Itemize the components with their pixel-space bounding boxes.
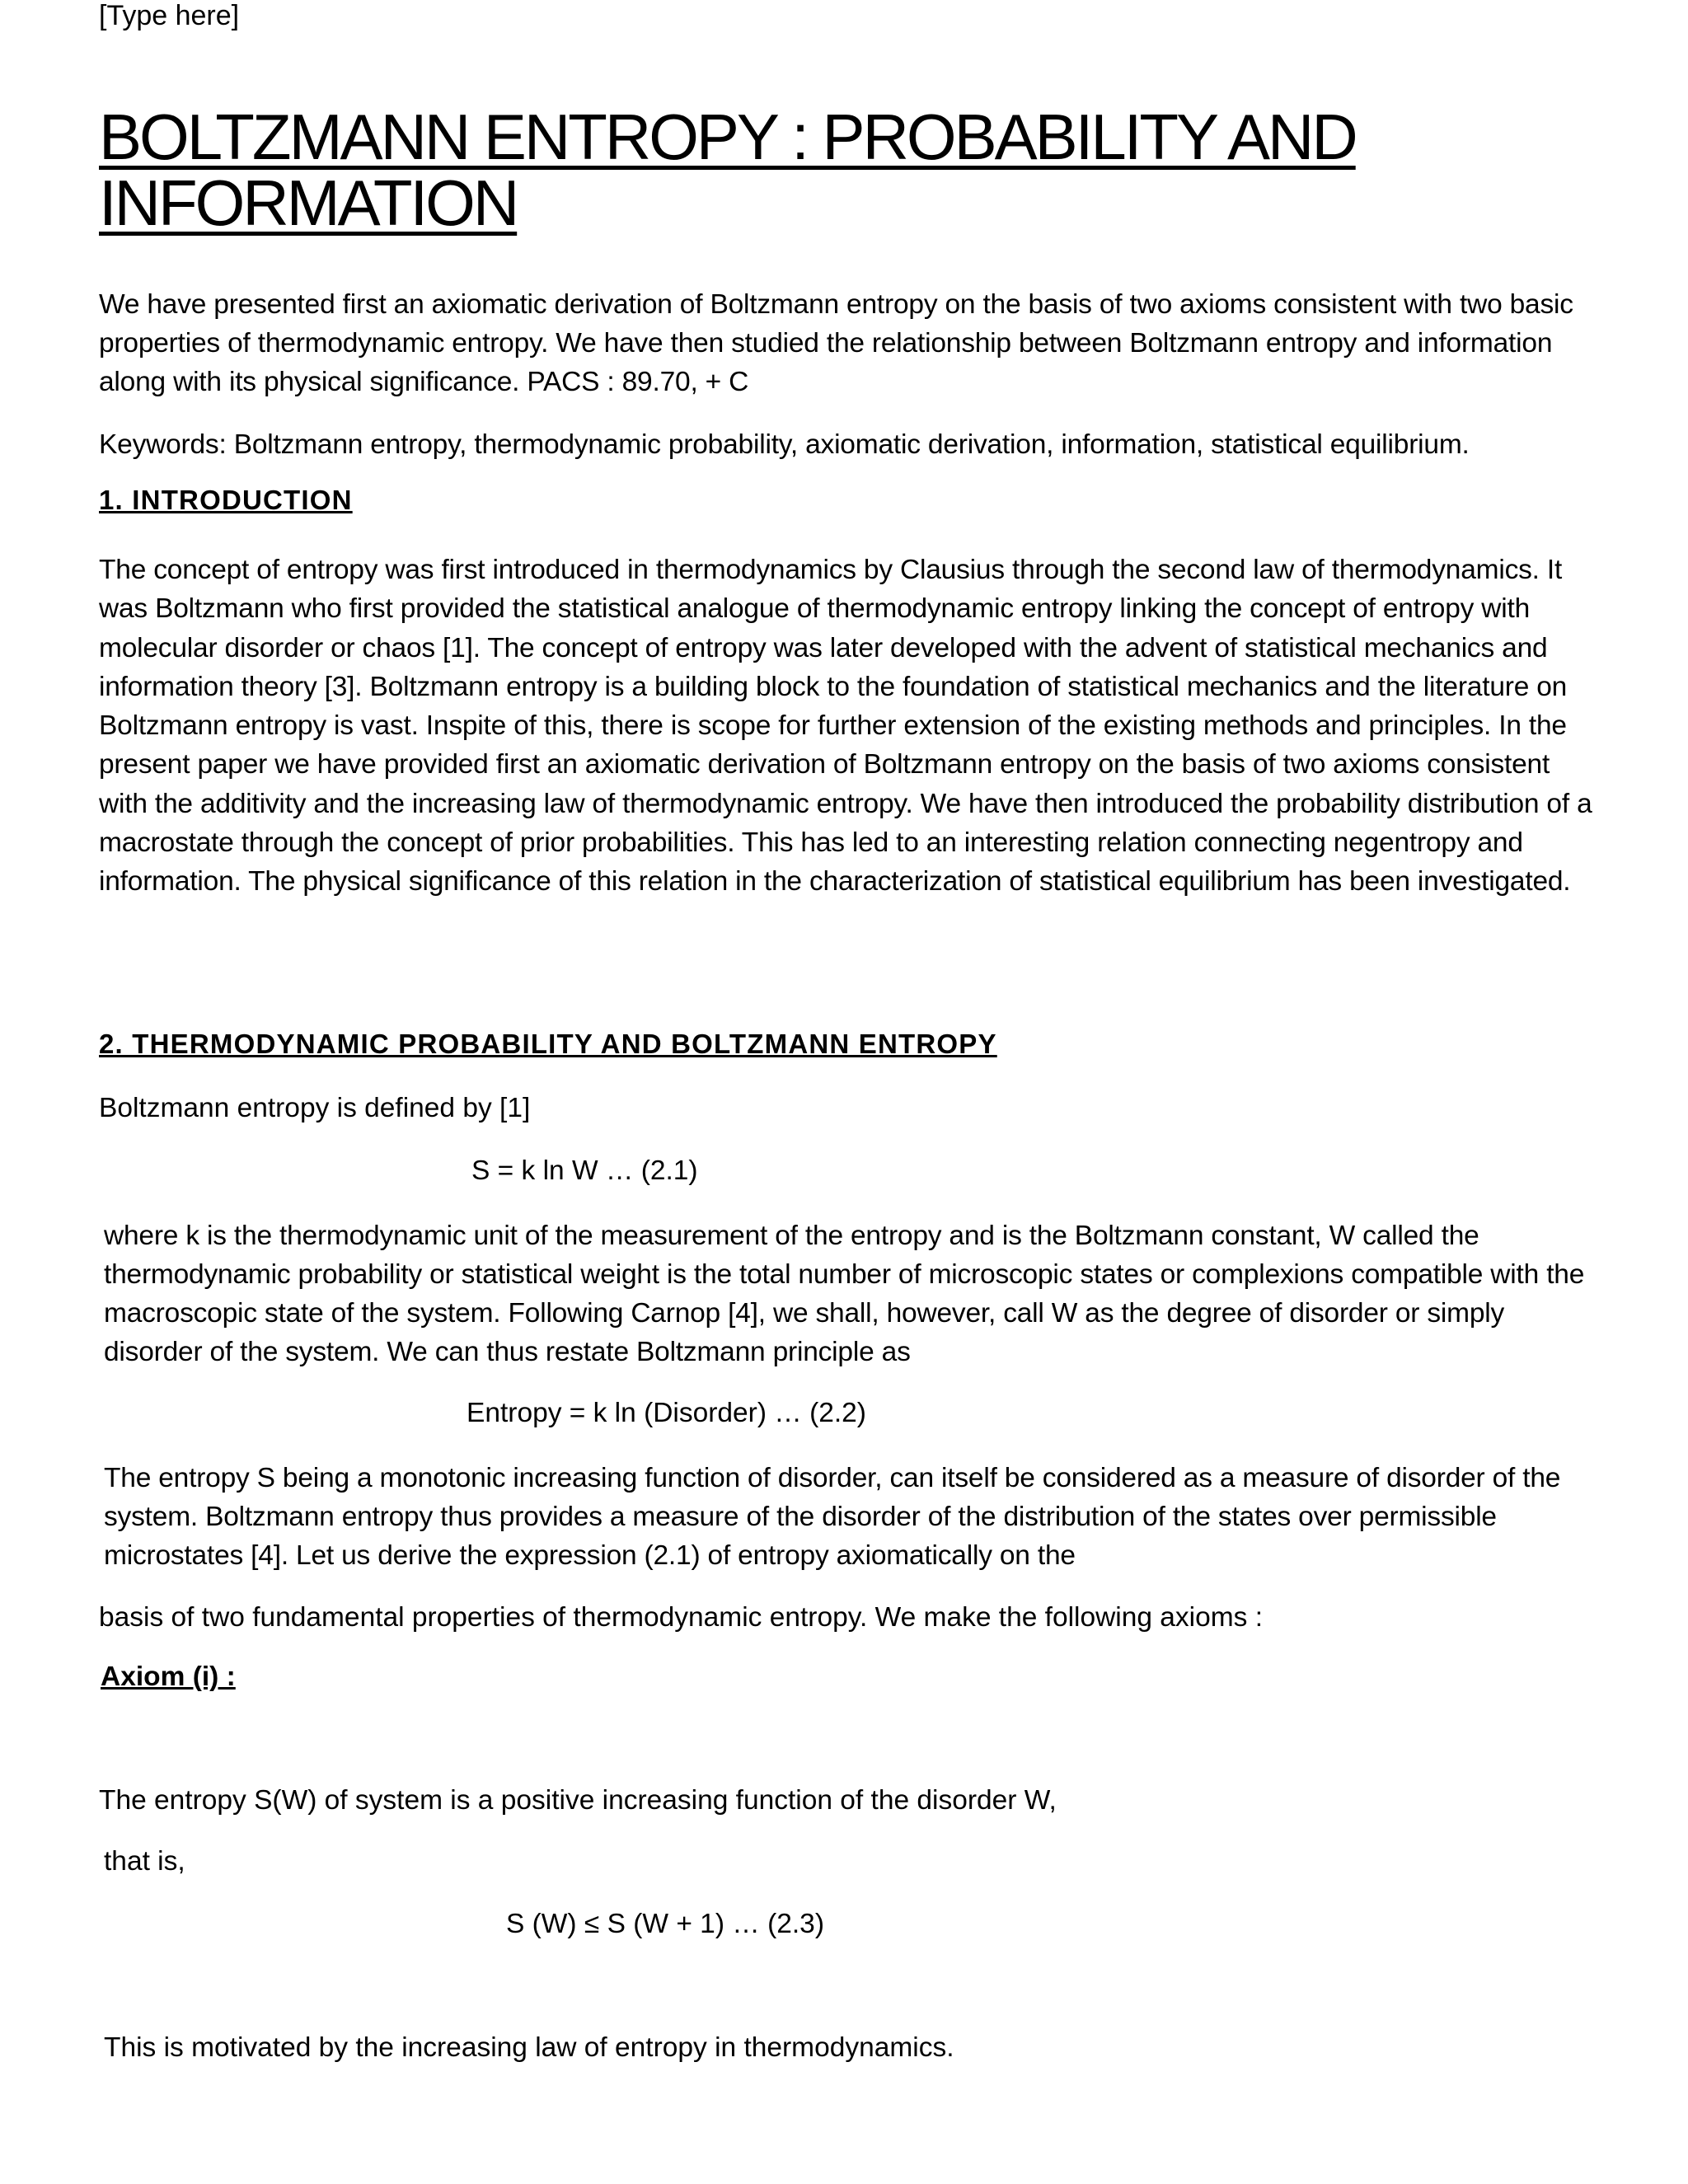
axiom-1-text: The entropy S(W) of system is a positive increasing function of the disorder W,	[99, 1785, 1057, 1816]
that-is-text: that is,	[104, 1846, 185, 1877]
section-2-intro: Boltzmann entropy is defined by [1]	[99, 1093, 531, 1123]
closing-sentence: This is motivated by the increasing law of entropy in thermodynamics.	[104, 2032, 954, 2063]
axiom-1-label: Axiom (i) :	[101, 1661, 236, 1692]
page-header: [Type here]	[99, 0, 240, 31]
section-1-heading: 1. INTRODUCTION	[99, 485, 353, 515]
section-2-para-3: basis of two fundamental properties of thermodynamic entropy. We make the following axioms :	[99, 1602, 1264, 1633]
equation-2-3: S (W) ≤ S (W + 1) … (2.3)	[506, 1909, 824, 1939]
keywords: Keywords: Boltzmann entropy, thermodynamic probability, axiomatic derivation, information, statistical equilibrium.	[99, 429, 1470, 460]
equation-2-2: Entropy = k ln (Disorder) … (2.2)	[467, 1398, 866, 1428]
section-2-heading: 2. THERMODYNAMIC PROBABILITY AND BOLTZMANN ENTROPY	[99, 1029, 997, 1059]
paper-title-text: BOLTZMANN ENTROPY : PROBABILITY AND INFORMATION	[99, 101, 1356, 239]
equation-2-1: S = k ln W … (2.1)	[471, 1155, 698, 1186]
abstract: We have presented first an axiomatic derivation of Boltzmann entropy on the basis of two axioms consistent with two basic properties of thermodynamic entropy. We have then studied the relationship between Boltzmann entropy and information along with its physical significance. PACS : 89.70, + C	[99, 289, 1573, 397]
paper-title	[99, 101, 1500, 239]
section-2-para-2: The entropy S being a monotonic increasing function of disorder, can itself be considered as a measure of disorder of the system. Boltzmann entropy thus provides a measure of the disorder of the distribution of the states over permissible microstates [4]. Let us derive the expression (2.1) of entropy axiomatically on the	[104, 1463, 1561, 1571]
section-2-para-1: where k is the thermodynamic unit of the measurement of the entropy and is the Boltzmann constant, W called the thermodynamic probability or statistical weight is the total number of microscopic states or complexions compatible with the macroscopic state of the system. Following Carnop [4], we shall, however, call W as the degree of disorder or simply disorder of the system. We can thus restate Boltzmann principle as	[104, 1221, 1585, 1367]
section-1-body: The concept of entropy was first introduced in thermodynamics by Clausius through the second law of thermodynamics. It was Boltzmann who first provided the statistical analogue of thermodynamic entropy linking the concept of entropy with molecular disorder or chaos [1]. The concept of entropy was later developed with the advent of statistical mechanics and information theory [3]. Boltzmann entropy is a building block to the foundation of statistical mechanics and the literature on Boltzmann entropy is vast. Inspite of this, there is scope for further extension of the existing methods and principles. In the present paper we have provided first an axiomatic derivation of Boltzmann entropy on the basis of two axioms consistent with the additivity and the increasing law of thermodynamic entropy. We have then introduced the probability distribution of a macrostate through the concept of prior probabilities. This has led to an interesting relation connecting negentropy and information. The physical significance of this relation in the characterization of statistical equilibrium has been investigated.	[99, 555, 1592, 898]
